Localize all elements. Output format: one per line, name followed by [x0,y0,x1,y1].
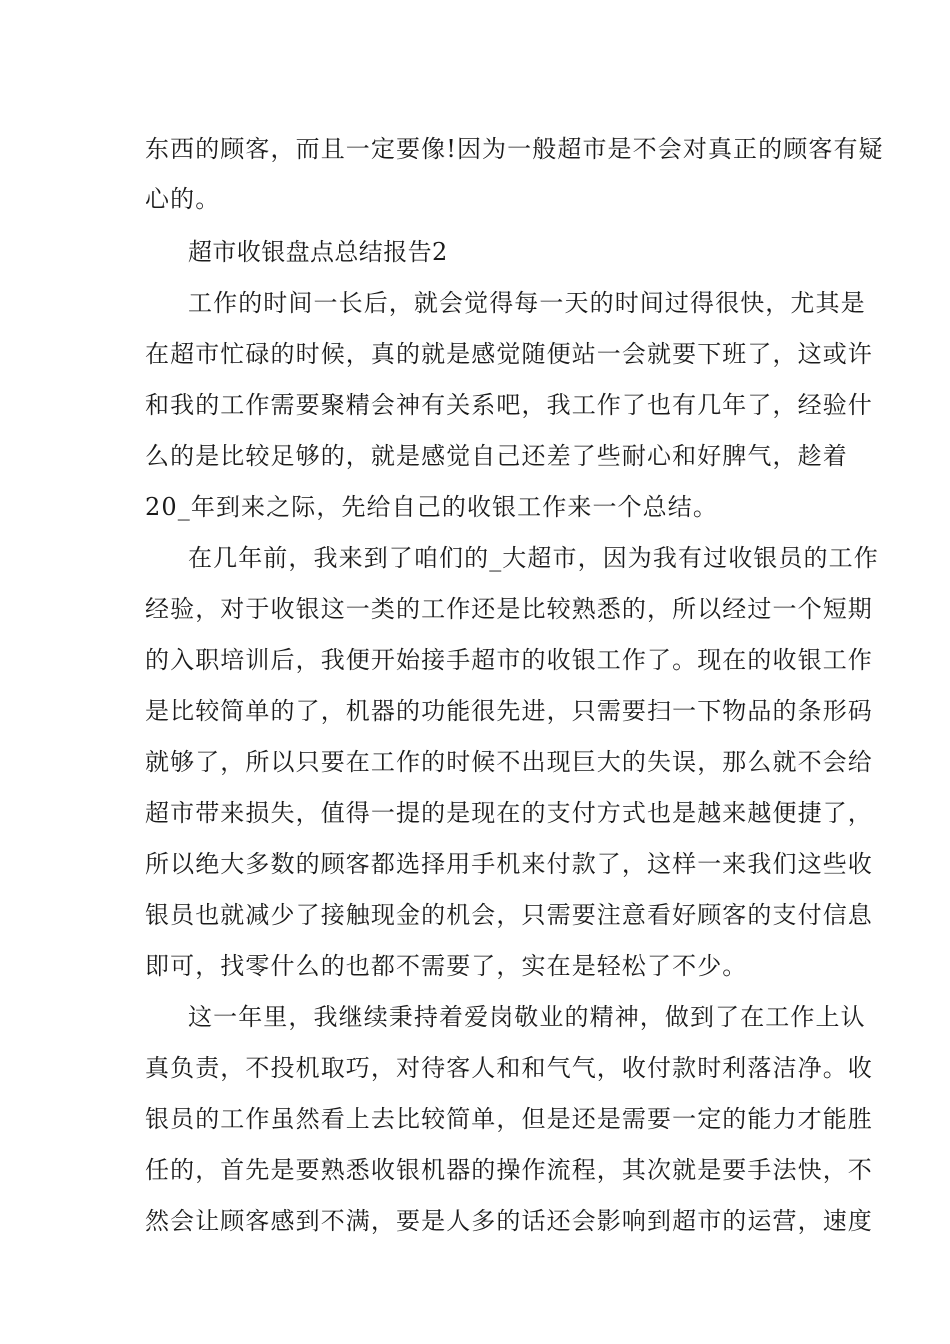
text-line: 超市带来损失，值得一提的是现在的支付方式也是越来越便捷了， [145,799,873,827]
text-line: 任的，首先是要熟悉收银机器的操作流程，其次就是要手法快，不 [145,1156,873,1184]
text-line: 么的是比较足够的，就是感觉自己还差了些耐心和好脾气，趁着 [145,442,848,470]
section-title: 超市收银盘点总结报告2 [188,238,448,266]
paragraph-first-line: 这一年里，我继续秉持着爱岗敬业的精神，做到了在工作上认 [188,1003,866,1031]
text-line: 心的。 [145,185,221,213]
text-line: 即可，找零什么的也都不需要了，实在是轻松了不少。 [145,952,748,980]
text-line: 20_年到来之际，先给自己的收银工作来一个总结。 [145,493,718,521]
paragraph-first-line: 在几年前，我来到了咱们的_大超市，因为我有过收银员的工作 [188,544,879,572]
text-line: 和我的工作需要聚精会神有关系吧，我工作了也有几年了，经验什 [145,391,873,419]
text-line: 银员的工作虽然看上去比较简单，但是还是需要一定的能力才能胜 [145,1105,873,1133]
text-line: 银员也就减少了接触现金的机会，只需要注意看好顾客的支付信息 [145,901,873,929]
text-line: 的入职培训后，我便开始接手超市的收银工作了。现在的收银工作 [145,646,873,674]
text-line: 在超市忙碌的时候，真的就是感觉随便站一会就要下班了，这或许 [145,340,873,368]
text-line: 经验，对于收银这一类的工作还是比较熟悉的，所以经过一个短期 [145,595,873,623]
text-line: 所以绝大多数的顾客都选择用手机来付款了，这样一来我们这些收 [145,850,873,878]
text-line: 就够了，所以只要在工作的时候不出现巨大的失误，那么就不会给 [145,748,873,776]
paragraph-first-line: 工作的时间一长后，就会觉得每一天的时间过得很快，尤其是 [188,289,866,317]
text-line: 真负责，不投机取巧，对待客人和和气气，收付款时利落洁净。收 [145,1054,873,1082]
text-line: 东西的顾客，而且一定要像!因为一般超市是不会对真正的顾客有疑 [145,135,884,163]
text-line: 然会让顾客感到不满，要是人多的话还会影响到超市的运营，速度 [145,1207,873,1235]
text-line: 是比较简单的了，机器的功能很先进，只需要扫一下物品的条形码 [145,697,873,725]
